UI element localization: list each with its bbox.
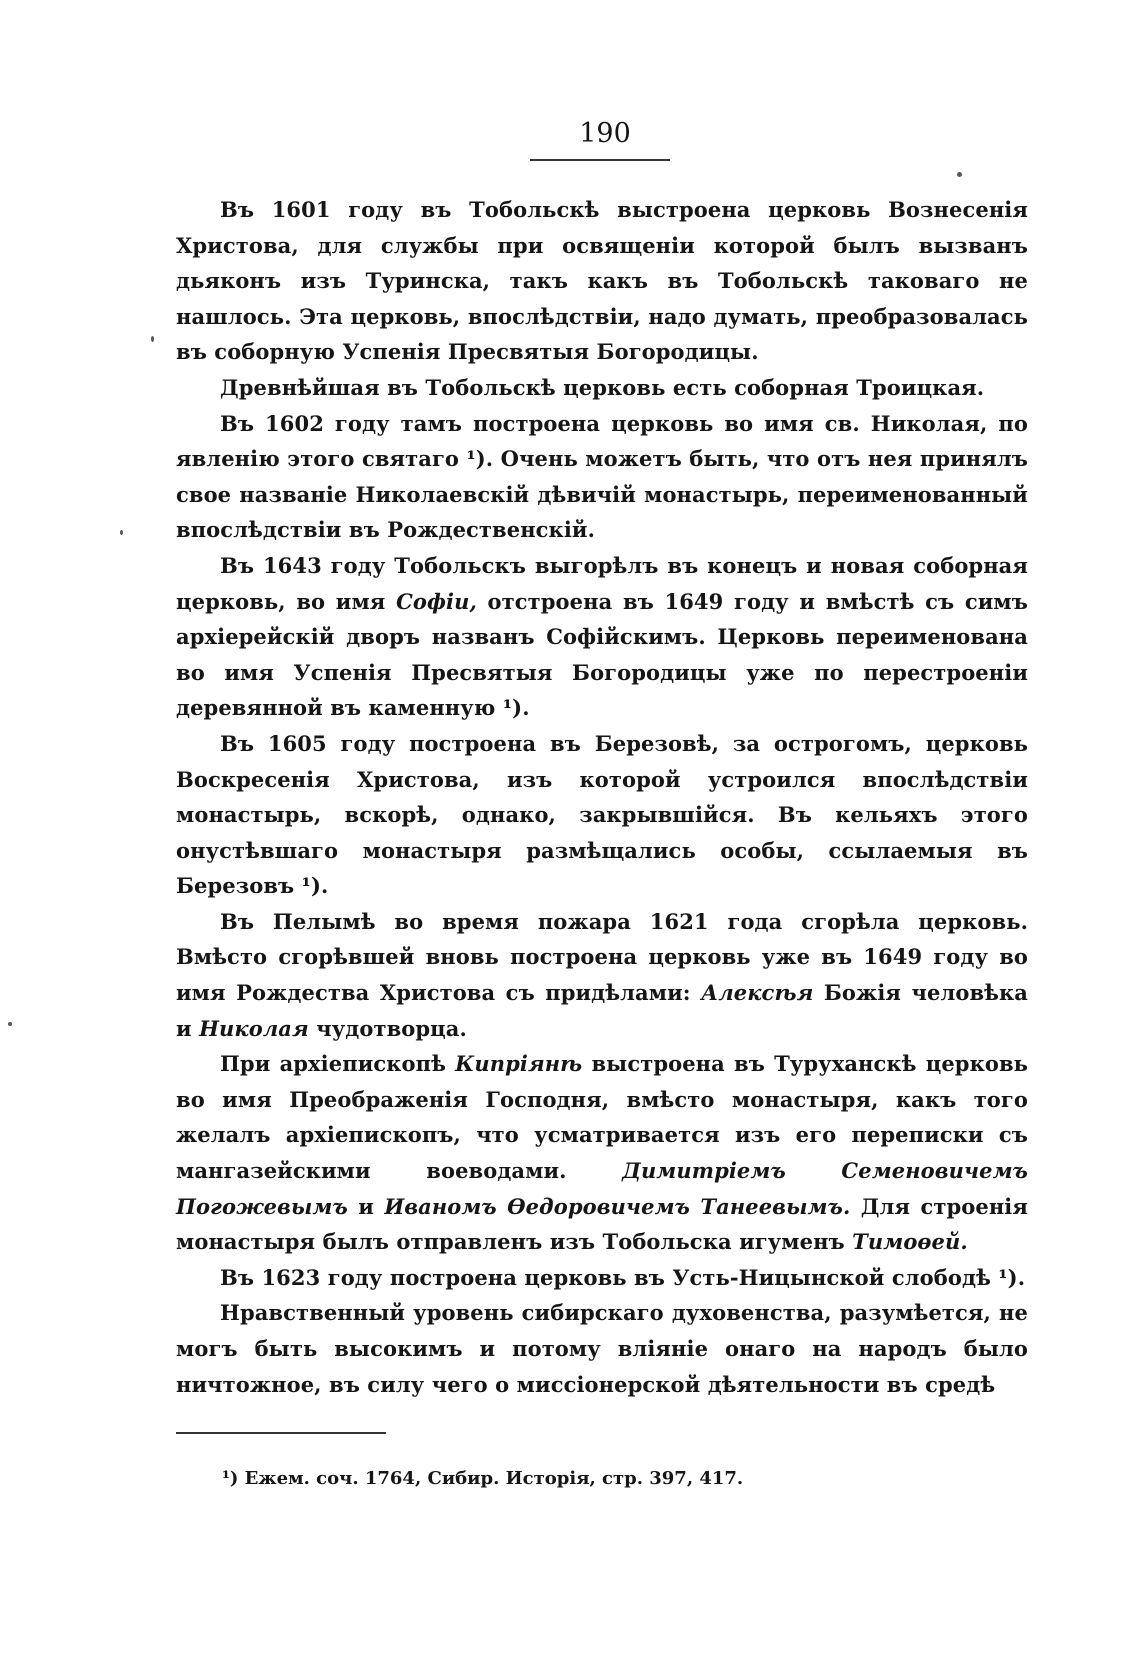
text-run: Древнѣйшая въ Тобольскѣ церковь есть соборная Троицкая. — [220, 374, 985, 400]
italic-name: Димитріемъ Семеновичемъ Погожевымъ — [176, 1158, 1028, 1219]
text-run: чудотворца. — [308, 1015, 467, 1041]
body-text — [176, 192, 1028, 1402]
text-run: Въ 1601 году въ Тобольскѣ выстроена церковь Вознесенія Христова, для службы при освященіи которой былъ вызванъ дьяконъ изъ Туринска, такъ какъ въ Тобольскѣ таковаго не нашлось. Эта церковь, впослѣдствіи, надо думать, преобразовалась въ соборную Успенія Пресвятыя Богородицы. — [176, 197, 1028, 365]
text-run: Въ 1643 году Тобольскъ выгорѣлъ въ конецъ и новая соборная церковь, во имя — [176, 552, 1028, 614]
footnote: ¹) Ежем. соч. 1764, Сибир. Исторія, стр. 397, 417. — [222, 1468, 744, 1489]
text-run: Въ 1623 году построена церковь въ Усть-Ницынской слободѣ ¹). — [220, 1264, 1026, 1290]
footnote-rule — [176, 1432, 386, 1434]
text-run: отстроена въ 1649 году и вмѣстѣ съ симъ архіерейскій дворъ названъ Софійскимъ. Церковь переименована во имя Успенія Пресвятыя Богородицы уже по перестроеніи деревянной въ каменную ¹). — [176, 588, 1028, 721]
text-run: и — [347, 1193, 385, 1219]
italic-name: Николая — [199, 1015, 309, 1041]
text-run: Въ Пелымѣ во время пожара 1621 года сгорѣла церковь. Вмѣсто сгорѣвшей вновь построена церковь уже въ 1649 году во имя Рождества Христова съ придѣлами: — [176, 908, 1028, 1006]
italic-name: Тимоөей. — [852, 1229, 968, 1255]
text-run: выстроена въ Туруханскѣ церковь во имя Преображенія Господня, вмѣсто монастыря, какъ того желалъ архіепископъ, что усматривается изъ его переписки съ мангазейскими воеводами. — [176, 1051, 1028, 1184]
speck — [120, 530, 123, 535]
italic-name: Иваномъ Өедоровичемъ Танеевымъ. — [384, 1193, 851, 1219]
text-run: Въ 1602 году тамъ построена церковь во имя св. Николая, по явленію этого святаго ¹). Очень можетъ быть, что отъ нея принялъ свое названіе Николаевскій дѣвичій монастырь, переименованный впослѣдствіи въ Рождественскій. — [176, 410, 1028, 543]
paragraph — [176, 904, 1028, 1046]
paragraph — [176, 1295, 1028, 1402]
text-run: Для строенія монастыря былъ отправленъ изъ Тобольска игуменъ — [176, 1193, 1028, 1255]
paragraph — [176, 548, 1028, 726]
page-number: 190 — [579, 118, 631, 149]
text-run: Божія человѣка и — [176, 980, 1028, 1041]
paragraph — [176, 192, 1028, 370]
italic-name: Алексѣя — [701, 980, 814, 1006]
speck — [151, 336, 154, 342]
italic-name: Кипріянѣ — [455, 1051, 583, 1077]
speck — [8, 1022, 12, 1026]
text-run: Въ 1605 году построена въ Березовѣ, за острогомъ, церковь Воскресенія Христова, изъ которой устроился впослѣдствіи монастырь, вскорѣ, однако, закрывшійся. Въ кельяхъ этого онустѣвшаго монастыря размѣщались особы, ссылаемыя въ Березовъ ¹). — [176, 730, 1028, 899]
text-run: При архіепископѣ — [220, 1051, 456, 1077]
paragraph — [176, 726, 1028, 904]
speck — [957, 172, 962, 177]
paragraph — [176, 406, 1028, 548]
paragraph — [176, 1260, 1028, 1296]
header-rule — [530, 159, 670, 161]
text-run: Нравственный уровень сибирскаго духовенства, разумѣется, не могъ быть высокимъ и потому вліяніе онаго на народъ было ничтожное, въ силу чего о миссіонерской дѣятельности въ средѣ — [176, 1300, 1028, 1397]
italic-name: Софіи, — [396, 588, 477, 614]
paragraph — [176, 1046, 1028, 1260]
paragraph — [176, 370, 1028, 406]
